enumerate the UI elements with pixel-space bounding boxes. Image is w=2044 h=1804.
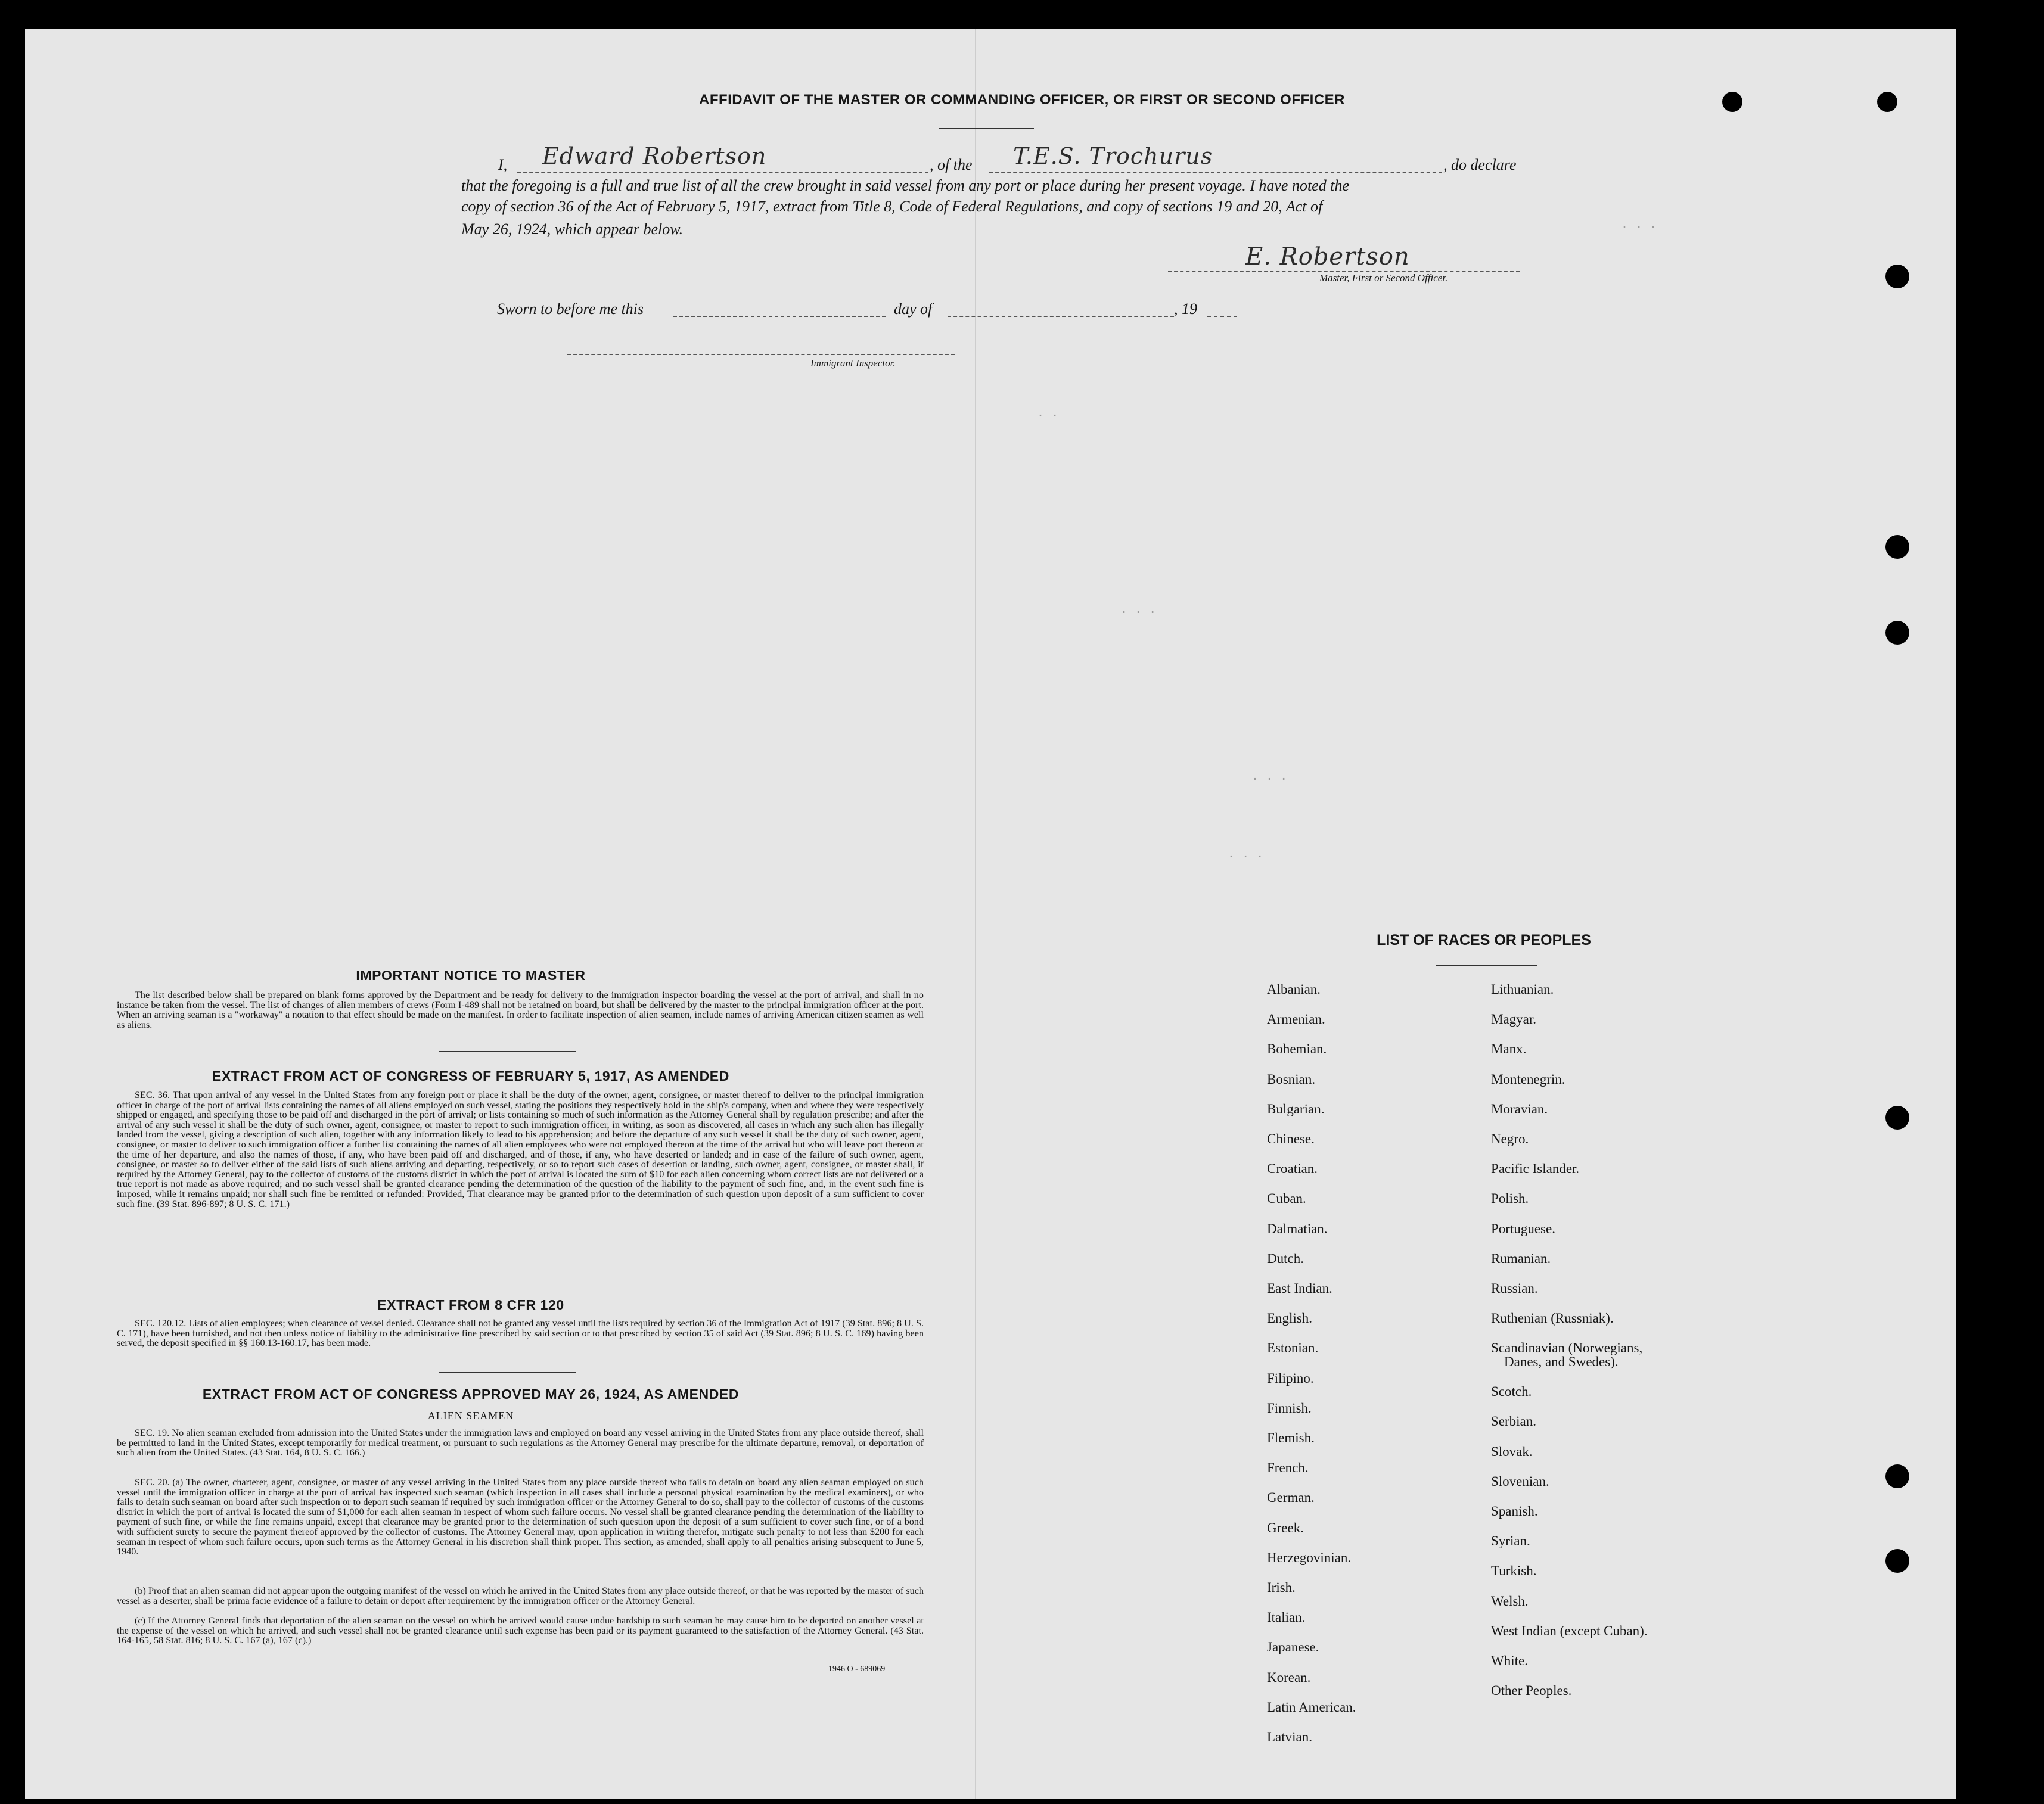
race-item: Finnish.: [1267, 1401, 1312, 1416]
race-item: Portuguese.: [1491, 1221, 1555, 1236]
race-item: Bohemian.: [1267, 1041, 1327, 1056]
race-item: Herzegovinian.: [1267, 1550, 1352, 1565]
race-item: Polish.: [1491, 1191, 1529, 1206]
race-item: Slovenian.: [1491, 1474, 1549, 1489]
races-divider: [1436, 965, 1537, 966]
race-item: Irish.: [1267, 1580, 1296, 1595]
inspector-caption: Immigrant Inspector.: [810, 357, 896, 369]
race-item: English.: [1267, 1311, 1313, 1326]
race-item: Spanish.: [1491, 1504, 1538, 1519]
extract-1924-sec20a: SEC. 20. (a) The owner, charterer, agent, consignee, or master of any vessel arriving in the United States from any place outside thereof who fails to detain on board any alien seaman employed on such vessel until the immigration officer in charge at the port of arrival has inspected such seaman (which inspection in all cases shall include a personal physical examination by the medical examiners), or who fails to detain such seaman on board after such inspection or to deport such seaman if required by such immigration officer or the Attorney General to do so, shall pay to the collector of customs of the customs district in which the port of arrival is located the sum of $1,000 for each alien seaman in respect of whom such failure occurs. No vessel shall be granted clearance pending the determination of the liability to payment of such fine, or while the fine remains unpaid, except that clearance may be granted prior to the determination of such question upon the deposit of a sum sufficient to cover such fine, or of a bond with sufficient surety to secure the payment thereof approved by the collector of customs. The Attorney General may, upon application in writing therefor, mitigate such penalty to not less than $200 for each seaman in respect of whom such failure occurs, upon such terms as the Attorney General in his discretion shall think proper. This section, as amended, shall apply to all penalties arising subsequent to June 5, 1940.: [117, 1477, 924, 1557]
punch-hole: [1885, 1106, 1909, 1130]
punch-hole: [1885, 1549, 1909, 1573]
race-item: German.: [1267, 1490, 1315, 1505]
bleed-through-mark: . . .: [1251, 769, 1288, 783]
affidavit-of-the: , of the: [930, 156, 973, 173]
race-item: Latvian.: [1267, 1730, 1312, 1744]
bleed-through-mark: . . .: [1228, 846, 1264, 860]
punch-hole: [1885, 265, 1909, 288]
race-item: Slovak.: [1491, 1444, 1533, 1459]
race-item: Bulgarian.: [1267, 1102, 1325, 1116]
bleed-through-mark: . . .: [1120, 602, 1157, 616]
master-signature-handwritten: E. Robertson: [1245, 243, 1410, 270]
affidavit-do-declare: , do declare: [1443, 156, 1517, 173]
extract-1924-sec20c: (c) If the Attorney General finds that deportation of the alien seaman on the vessel on which he arrived would cause undue hardship to such seaman he may cause him to be deported on another vessel at the expense of the vessel on which he arrived, and such vessel shall not be granted clearance until such expense has been paid or its payment guaranteed to the satisfaction of the Attorney General. (43 Stat. 164-165, 58 Stat. 816; 8 U. S. C. 167 (a), 167 (c).): [117, 1615, 924, 1646]
section-divider: [439, 1372, 576, 1373]
race-item: Filipino.: [1267, 1371, 1314, 1386]
race-item: Turkish.: [1491, 1563, 1537, 1578]
notice-heading: IMPORTANT NOTICE TO MASTER: [356, 968, 586, 983]
extract-1924-sec20b: (b) Proof that an alien seaman did not appear upon the outgoing manifest of the vessel on which he arrived in the United States from any place outside thereof, or that he was reported by the master of such vessel as a deserter, shall be prima facie evidence of a failure to detain or deport after requirement by the immigration officer or the Attorney General.: [117, 1585, 924, 1606]
races-heading: LIST OF RACES OR PEOPLES: [1377, 932, 1591, 948]
race-item: Welsh.: [1491, 1594, 1529, 1609]
bleed-through-mark: . . .: [1621, 217, 1657, 231]
sworn-day-line: [673, 316, 886, 317]
master-name-handwritten: Edward Robertson: [542, 143, 767, 169]
race-item: Scotch.: [1491, 1384, 1532, 1399]
race-item: Dutch.: [1267, 1251, 1304, 1266]
race-item: Pacific Islander.: [1491, 1161, 1580, 1176]
race-item: West Indian (except Cuban).: [1491, 1623, 1648, 1638]
extract-8cfr-heading: EXTRACT FROM 8 CFR 120: [377, 1297, 564, 1312]
bleed-through-mark: . .: [1037, 405, 1059, 419]
race-item: Serbian.: [1491, 1414, 1537, 1429]
print-code: 1946 O - 689069: [828, 1665, 886, 1674]
race-item: Bosnian.: [1267, 1072, 1316, 1087]
race-item: Latin American.: [1267, 1700, 1356, 1715]
affidavit-line-3: copy of section 36 of the Act of February 5, 1917, extract from Title 8, Code of Federal Regulations, and copy of sections 19 and 20, Act of: [461, 198, 1323, 215]
extract-1924-heading: EXTRACT FROM ACT OF CONGRESS APPROVED MAY 26, 1924, AS AMENDED: [202, 1386, 740, 1402]
sworn-year-line: [1207, 316, 1237, 317]
race-item: Other Peoples.: [1491, 1683, 1572, 1698]
race-item: Scandinavian (Norwegians,: [1491, 1340, 1643, 1355]
race-item: Lithuanian.: [1491, 982, 1554, 997]
page-fold-crease: [975, 29, 976, 1799]
race-item: Montenegrin.: [1491, 1072, 1565, 1087]
alien-seamen-subheading: ALIEN SEAMEN: [427, 1410, 514, 1422]
race-item: Danes, and Swedes).: [1504, 1354, 1619, 1369]
inspector-signature-line: [567, 354, 955, 355]
race-item: Manx.: [1491, 1041, 1527, 1056]
vessel-name-handwritten: T.E.S. Trochurus: [1013, 143, 1213, 169]
sworn-month-line: [948, 316, 1174, 317]
name-line: [517, 172, 928, 173]
race-item: Albanian.: [1267, 982, 1321, 997]
affidavit-line-4: May 26, 1924, which appear below.: [461, 220, 684, 238]
race-item: Greek.: [1267, 1520, 1304, 1535]
affidavit-i: I,: [498, 156, 508, 173]
notice-text: The list described below shall be prepared on blank forms approved by the Department and be ready for delivery to the immigration inspector boarding the vessel at the port of arrival, and shall in no instance be taken from the vessel. The list of changes of alien members of crews (Form I-489 shall not be retained on board, but shall be delivered by the master to the principal immigration officer at the port. When an arriving seaman is a "workaway" a notation to that effect should be made on the manifest. In order to facilitate inspection of alien seamen, include names of arriving American citizen seamen as well as aliens.: [117, 990, 924, 1030]
race-item: Croatian.: [1267, 1161, 1318, 1176]
title-divider: [939, 128, 1034, 129]
race-item: Japanese.: [1267, 1640, 1319, 1654]
extract-1917-sec36: SEC. 36. That upon arrival of any vessel in the United States from any foreign port or place it shall be the duty of the owner, agent, consignee, or master thereof to deliver to the principal immigration officer in charge of the port of arrival lists containing the names of all aliens employed on such vessel, stating the positions they respectively hold in the ship's company, when and where they were respectively shipped or engaged, and specifying those to be paid off and discharged in the port of arrival; or lists containing so much of such information as the Attorney General shall by regulation prescribe; and after the arrival of any such vessel it shall be the duty of such owner, agent, consignee, or master to report to such immigration officer, in writing, as soon as discovered, all cases in which any such alien has illegally landed from the vessel, giving a description of such alien, together with any information likely to lead to his apprehension; and before the departure of any such vessel it shall be the duty of such owner, agent, consignee, or master to deliver to such immigration officer a further list containing the names of all alien employees who were not employed thereon at the time of the arrival but who will leave port thereon at the time of her departure, and also the names of those, if any, who have been paid off and discharged, and of those, if any, who have deserted or landed; and in case of the failure of such owner, agent, consignee, or master so to deliver either of the said lists of such aliens arriving and departing, respectively, or so to report such cases of desertion or landing, such owner, agent, consignee, or master shall, if required by the Attorney General, pay to the collector of customs of the customs district in which the port of arrival is located the sum of $10 for each alien concerning whom correct lists are not delivered or a true report is not made as above required; and no such vessel shall be granted clearance pending the determination of the question of the liability to the payment of such fine, and, in the event such fine is imposed, while it remains unpaid; nor shall such fine be remitted or refunded: Provided, That clearance may be granted prior to the determination of such question upon deposit of a sum sufficient to cover such fine. (39 Stat. 896-897; 8 U. S. C. 171.): [117, 1090, 924, 1209]
affidavit-line-2: that the foregoing is a full and true list of all the crew brought in said vessel from any port or place during her present voyage. I have noted the: [461, 177, 1349, 194]
punch-hole: [1885, 1464, 1909, 1488]
extract-1924-sec19: SEC. 19. No alien seaman excluded from admission into the United States under the immigration laws and employed on board any vessel arriving in the United States from any place outside thereof, shall be permitted to land in the United States, except temporarily for medical treatment, or pursuant to such regulations as the Attorney General may prescribe for the ultimate departure, removal, or deportation of such alien from the United States. (43 Stat. 164, 8 U. S. C. 166.): [117, 1427, 924, 1458]
race-item: Armenian.: [1267, 1012, 1325, 1027]
sworn-text: Sworn to before me this: [497, 300, 644, 318]
race-item: Moravian.: [1491, 1102, 1548, 1116]
extract-8cfr-text: SEC. 120.12. Lists of alien employees; when clearance of vessel denied. Clearance shall not be granted any vessel until the lists required by section 36 of the Immigration Act of 1917 (39 Stat. 896; 8 U. S. C. 171), have been furnished, and not then unless notice of liability to the administrative fine prescribed by said section or to that prescribed by section 35 of said Act (39 Stat. 896; 8 U. S. C. 169) having been served, the deposit specified in §§ 160.13-160.17, has been made.: [117, 1318, 924, 1349]
race-item: Chinese.: [1267, 1131, 1315, 1146]
race-item: East Indian.: [1267, 1281, 1332, 1296]
punch-hole: [1885, 535, 1909, 559]
section-divider: [439, 1051, 576, 1052]
year-prefix: , 19: [1174, 300, 1197, 318]
race-item: Estonian.: [1267, 1340, 1319, 1355]
race-item: Magyar.: [1491, 1012, 1537, 1027]
race-item: Syrian.: [1491, 1534, 1530, 1548]
vessel-line: [989, 172, 1442, 173]
race-item: Italian.: [1267, 1610, 1306, 1625]
race-item: Korean.: [1267, 1670, 1311, 1685]
affidavit-title: AFFIDAVIT OF THE MASTER OR COMMANDING OFFICER, OR FIRST OR SECOND OFFICER: [698, 92, 1346, 108]
race-item: White.: [1491, 1653, 1528, 1668]
race-item: Rumanian.: [1491, 1251, 1551, 1266]
race-item: French.: [1267, 1460, 1309, 1475]
race-item: Russian.: [1491, 1281, 1538, 1296]
punch-hole: [1885, 621, 1909, 645]
race-item: Dalmatian.: [1267, 1221, 1328, 1236]
signature-caption: Master, First or Second Officer.: [1319, 272, 1448, 284]
race-item: Flemish.: [1267, 1430, 1315, 1445]
extract-1917-heading: EXTRACT FROM ACT OF CONGRESS OF FEBRUARY 5, 1917, AS AMENDED: [212, 1068, 729, 1084]
day-of-text: day of: [894, 300, 933, 318]
race-item: Negro.: [1491, 1131, 1529, 1146]
race-item: Cuban.: [1267, 1191, 1306, 1206]
race-item: Ruthenian (Russniak).: [1491, 1311, 1614, 1326]
